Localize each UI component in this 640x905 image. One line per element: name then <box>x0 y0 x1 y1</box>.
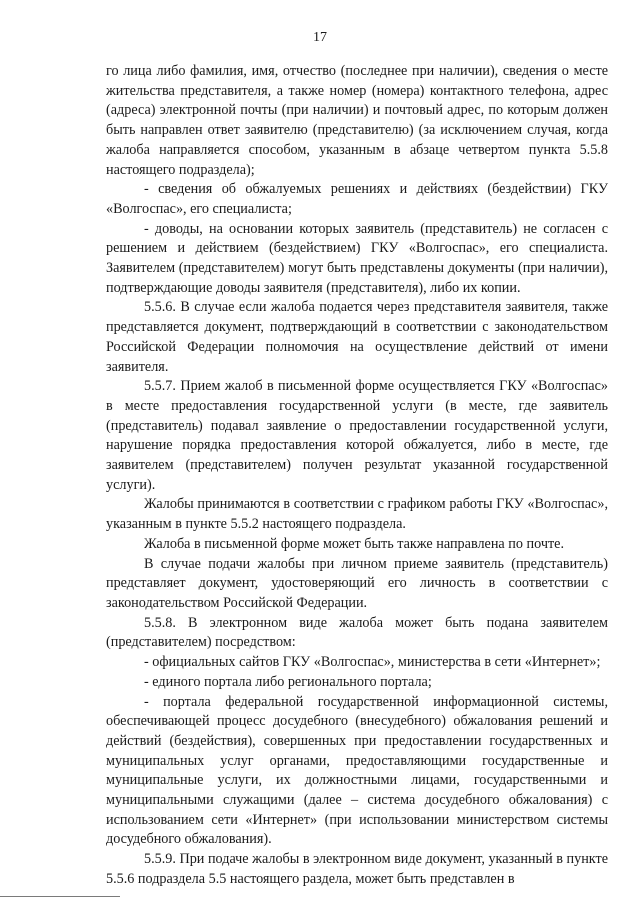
footer-rule <box>0 896 120 897</box>
paragraph-8: В случае подачи жалобы при личном приеме заявитель (представитель) представляет документ, удостоверяющий его личность в соответствии с законодательством Российской Федерации. <box>106 555 608 611</box>
paragraph-10: - официальных сайтов ГКУ «Волгоспас», министерства в сети «Интернет»; <box>144 654 601 671</box>
paragraph-1: го лица либо фамилия, имя, отчество (последнее при наличии), сведения о месте жительства представителя, а также номер (номера) контактного телефона, адрес (адреса) электронной почты (при наличии) и почтовый адрес, по которым должен быть направлен ответ заявителю (представителю) (за исключением случая, когда жалоба направляется способом, указанным в абзаце четвертом пункта 5.5.8 настоящего подраздела); <box>106 63 608 178</box>
paragraph-13: 5.5.9. При подаче жалобы в электронном виде документ, указанный в пункте 5.5.6 подраздела 5.5 настоящего раздела, может быть представлен в <box>106 851 609 887</box>
paragraph-4: 5.5.6. В случае если жалоба подается через представителя заявителя, также представляется документ, подтверждающий в соответствии с законодательством Российской Федерации полномочия на осуществление действий от имени заявителя. <box>106 299 608 375</box>
paragraph-7: Жалоба в письменной форме может быть также направлена по почте. <box>144 535 565 552</box>
document-body <box>106 62 608 890</box>
paragraph-3: - доводы, на основании которых заявитель (представитель) не согласен с решением и действием (бездействием) ГКУ «Волгоспас», его специалиста. Заявителем (представителем) могут быть представлены документы (при наличии), подтверждающие доводы заявителя (представителя), либо их копии. <box>106 220 608 296</box>
paragraph-9: 5.5.8. В электронном виде жалоба может быть подана заявителем (представителем) посредством: <box>106 614 608 651</box>
paragraph-5: 5.5.7. Прием жалоб в письменной форме осуществляется ГКУ «Волгоспас» в месте предоставления государственной услуги (в месте, где заявитель (представитель) подавал заявление о предоставлении государственной услуги, нарушение порядка предоставления которой обжалуется, либо в месте, где заявителем (представителем) получен результат указанной государственной услуги). <box>106 378 608 493</box>
paragraph-11: - единого портала либо регионального портала; <box>144 673 432 690</box>
paragraph-2: - сведения об обжалуемых решениях и действиях (бездействии) ГКУ «Волгоспас», его специалиста; <box>106 181 608 217</box>
paragraph-12: - портала федеральной государственной информационной системы, обеспечивающей процесс досудебного (внесудебного) обжалования решений и действий (бездействия), совершенных при предоставлении государственных и муниципальных услуг органами, предоставляющими государственные и муниципальные услуги, их должностными лицами, государственными и муниципальными служащими (далее – система досудебного обжалования) с использованием сети «Интернет» (при использовании министерством системы досудебного обжалования). <box>106 693 608 848</box>
page-number: 17 <box>313 30 327 45</box>
paragraph-6: Жалобы принимаются в соответствии с графиком работы ГКУ «Волгоспас», указанным в пункте 5.5.2 настоящего подраздела. <box>106 496 608 533</box>
